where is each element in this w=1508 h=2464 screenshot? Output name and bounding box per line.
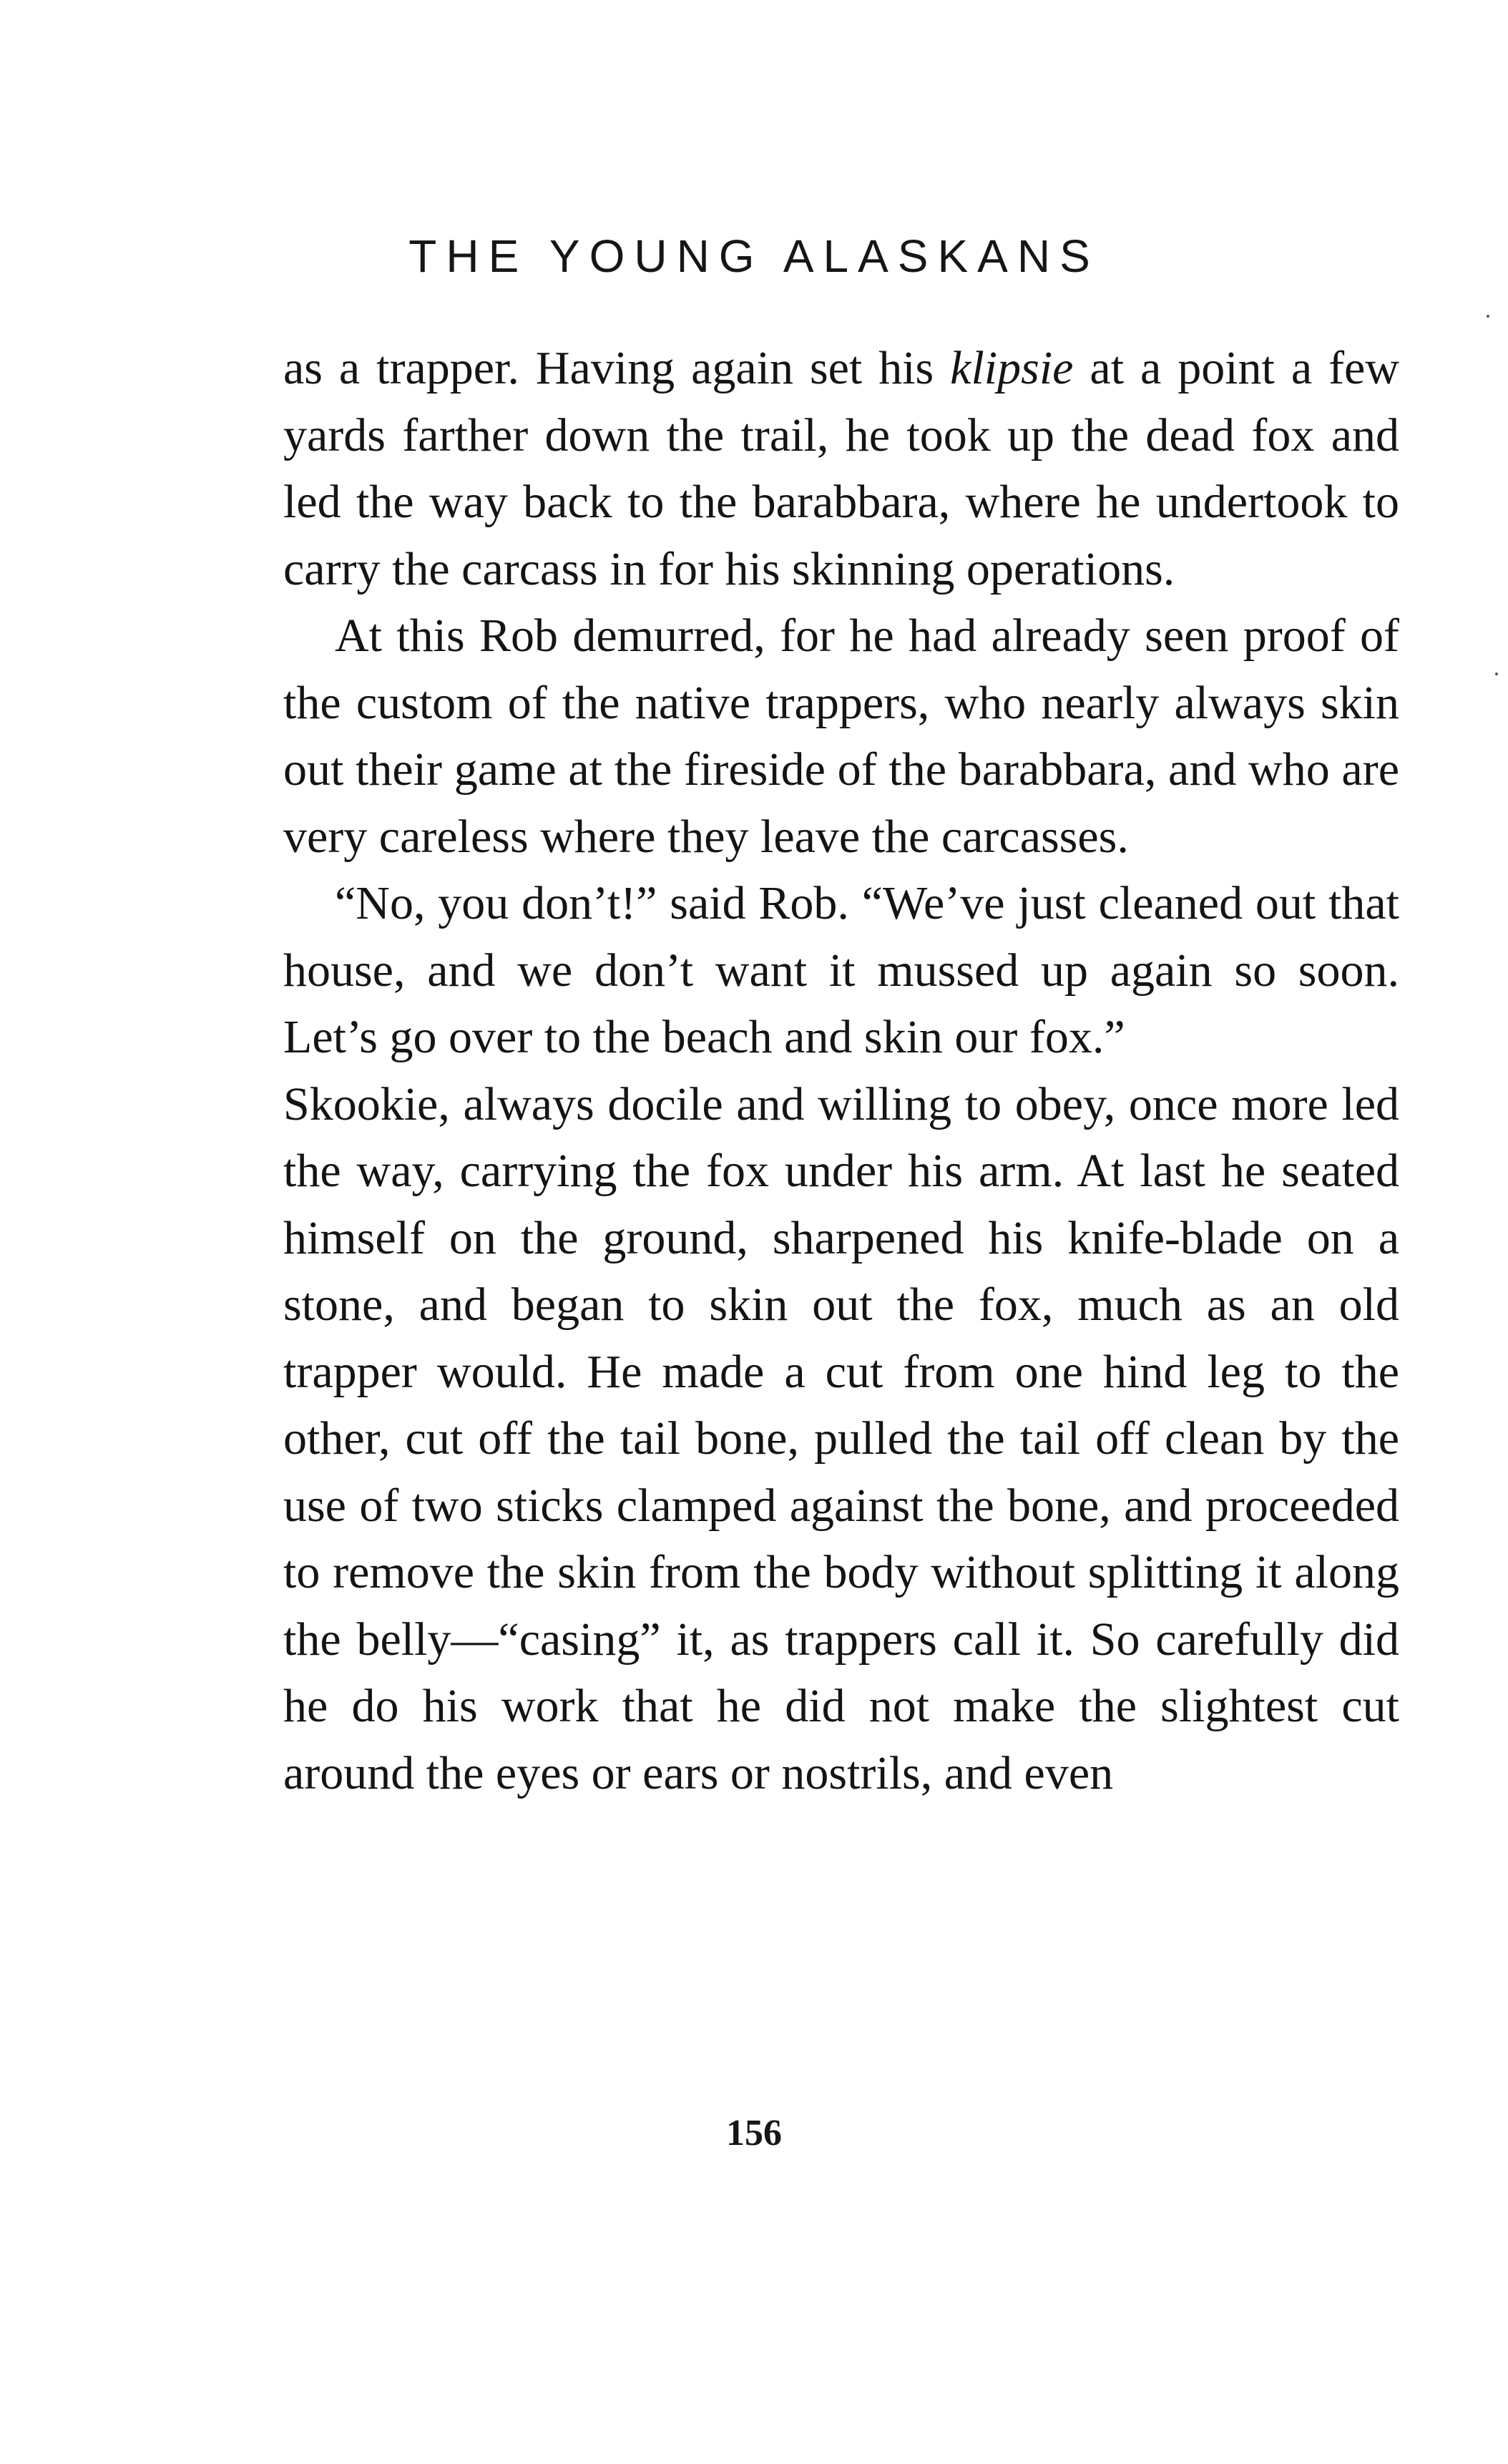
paragraph-4: Skookie, always docile and willing to obey, once more led the way, carrying the fox under his arm. At last he seated himself on the ground, sharpened his knife-blade on a stone, and began to skin out the fox, much as an old trapper would. He made a cut from one hind leg to the other, cut off the tail bone, pulled the tail off clean by the use of two sticks clamped against the bone, and proceeded to remove the skin from the body without splitting it along the belly—“casing” it, as trappers call it. So carefully did he do his work that he did not make the slightest cut around the eyes or ears or nostrils, and even [283, 1077, 1399, 1799]
paragraph-1-italic-word: klipsie [950, 342, 1074, 394]
paragraph-1 [283, 335, 1399, 602]
paragraph-2: At this Rob demurred, for he had already seen proof of the custom of the native trappers, who nearly always skin out their game at the fireside of the barabbara, and who are very careless where they leave the carcasses. [283, 610, 1399, 863]
page-number: 156 [726, 2113, 782, 2153]
scan-speck [1495, 673, 1498, 675]
paragraph-3: “No, you don’t!” said Rob. “We’ve just cleaned out that house, and we don’t want it mussed up again so soon. Let’s go over to the beach and skin our fox.” [283, 877, 1399, 1063]
paragraph-1-text-b: at a point a few yards farther down the trail, he took up the dead fox and led the way back to the barabbara, where he undertook to carry the carcass in for his skinning operations. [283, 342, 1400, 595]
body-text [283, 335, 1399, 1807]
running-head: THE YOUNG ALASKANS [408, 230, 1100, 282]
paragraph-1-text-a: as a trapper. Having again set his [283, 342, 951, 394]
scan-speck [1487, 315, 1489, 318]
